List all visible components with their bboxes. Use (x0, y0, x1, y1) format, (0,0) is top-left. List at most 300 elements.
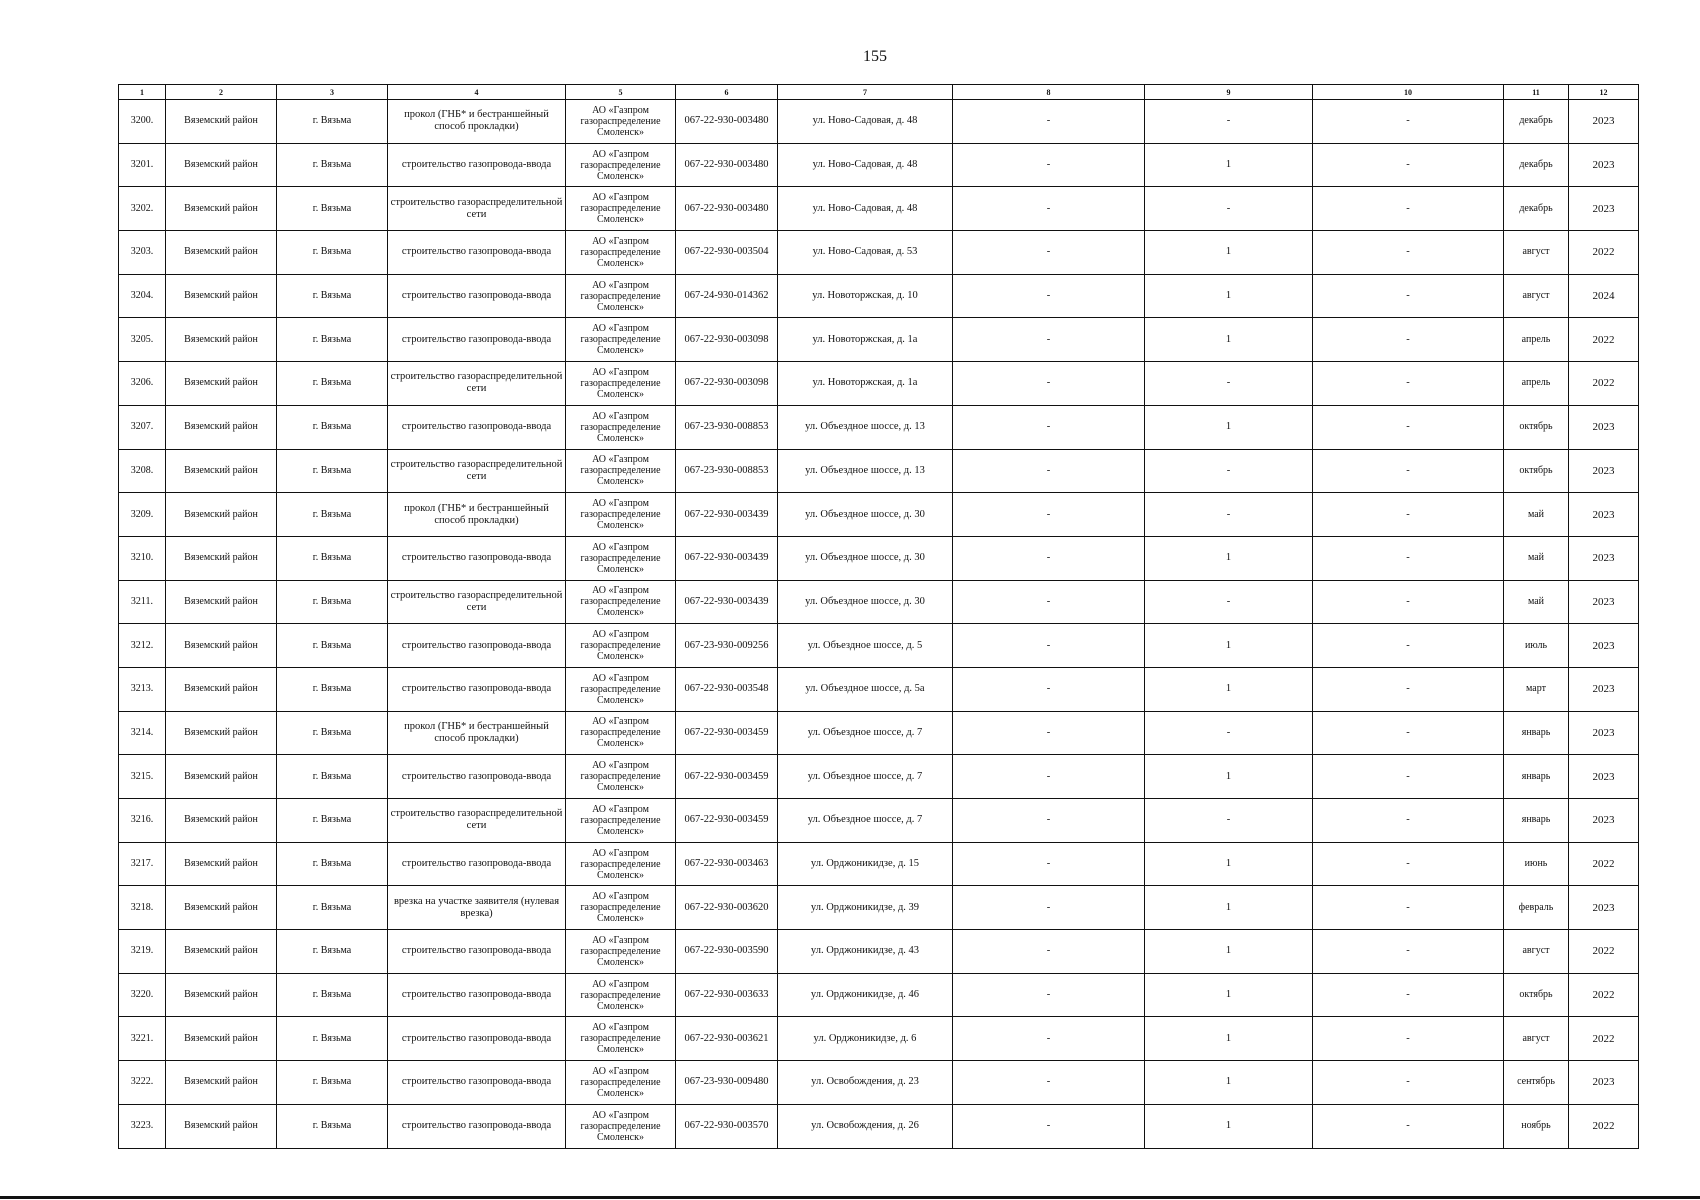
col-9-value: - (1145, 362, 1313, 406)
table-row (119, 100, 1639, 144)
col-9-value: - (1145, 711, 1313, 755)
organization: АО «Газпром газораспределение Смоленск» (566, 580, 676, 624)
address: ул. Орджоникидзе, д. 15 (778, 842, 953, 886)
year: 2023 (1569, 100, 1639, 144)
column-number-12: 12 (1569, 85, 1639, 100)
col-8-value: - (953, 274, 1145, 318)
year: 2023 (1569, 755, 1639, 799)
locality: г. Вязьма (277, 711, 388, 755)
application-number: 067-22-930-003570 (676, 1104, 778, 1148)
month: апрель (1504, 362, 1569, 406)
col-10-value: - (1313, 624, 1504, 668)
work-type: строительство газораспределительной сети (388, 449, 566, 493)
work-type: прокол (ГНБ* и бестраншейный способ прокладки) (388, 100, 566, 144)
column-number-9: 9 (1145, 85, 1313, 100)
table-row (119, 536, 1639, 580)
col-9-value: 1 (1145, 930, 1313, 974)
col-9-value: 1 (1145, 842, 1313, 886)
column-number-1: 1 (119, 85, 166, 100)
col-8-value: - (953, 187, 1145, 231)
row-number: 3205. (119, 318, 166, 362)
district: Вяземский район (166, 1017, 277, 1061)
work-type: строительство газопровода-ввода (388, 405, 566, 449)
year: 2022 (1569, 1104, 1639, 1148)
district: Вяземский район (166, 624, 277, 668)
month: август (1504, 1017, 1569, 1061)
col-10-value: - (1313, 755, 1504, 799)
row-number: 3222. (119, 1061, 166, 1105)
organization: АО «Газпром газораспределение Смоленск» (566, 624, 676, 668)
work-type: строительство газопровода-ввода (388, 318, 566, 362)
work-type: строительство газопровода-ввода (388, 624, 566, 668)
row-number: 3208. (119, 449, 166, 493)
col-9-value: - (1145, 449, 1313, 493)
col-9-value: 1 (1145, 405, 1313, 449)
application-number: 067-22-930-003590 (676, 930, 778, 974)
month: июнь (1504, 842, 1569, 886)
year: 2022 (1569, 973, 1639, 1017)
table-row (119, 580, 1639, 624)
table-row (119, 930, 1639, 974)
month: апрель (1504, 318, 1569, 362)
month: октябрь (1504, 449, 1569, 493)
col-10-value: - (1313, 799, 1504, 843)
year: 2023 (1569, 799, 1639, 843)
col-8-value: - (953, 231, 1145, 275)
address: ул. Объездное шоссе, д. 7 (778, 711, 953, 755)
col-9-value: 1 (1145, 1061, 1313, 1105)
table-row (119, 755, 1639, 799)
locality: г. Вязьма (277, 187, 388, 231)
month: июль (1504, 624, 1569, 668)
year: 2023 (1569, 580, 1639, 624)
locality: г. Вязьма (277, 100, 388, 144)
address: ул. Объездное шоссе, д. 30 (778, 580, 953, 624)
organization: АО «Газпром газораспределение Смоленск» (566, 755, 676, 799)
year: 2022 (1569, 318, 1639, 362)
table-row (119, 187, 1639, 231)
gasification-table (118, 84, 1639, 1149)
application-number: 067-22-930-003439 (676, 493, 778, 537)
col-8-value: - (953, 318, 1145, 362)
column-number-11: 11 (1504, 85, 1569, 100)
work-type: строительство газопровода-ввода (388, 667, 566, 711)
district: Вяземский район (166, 274, 277, 318)
district: Вяземский район (166, 799, 277, 843)
month: август (1504, 930, 1569, 974)
table-body (119, 100, 1639, 1149)
application-number: 067-23-930-008853 (676, 449, 778, 493)
organization: АО «Газпром газораспределение Смоленск» (566, 973, 676, 1017)
col-8-value: - (953, 799, 1145, 843)
address: ул. Объездное шоссе, д. 7 (778, 755, 953, 799)
application-number: 067-22-930-003098 (676, 318, 778, 362)
district: Вяземский район (166, 1061, 277, 1105)
row-number: 3207. (119, 405, 166, 449)
col-10-value: - (1313, 930, 1504, 974)
locality: г. Вязьма (277, 580, 388, 624)
col-10-value: - (1313, 449, 1504, 493)
col-8-value: - (953, 405, 1145, 449)
address: ул. Ново-Садовая, д. 48 (778, 187, 953, 231)
col-8-value: - (953, 1017, 1145, 1061)
address: ул. Орджоникидзе, д. 43 (778, 930, 953, 974)
locality: г. Вязьма (277, 1061, 388, 1105)
month: февраль (1504, 886, 1569, 930)
work-type: прокол (ГНБ* и бестраншейный способ прокладки) (388, 493, 566, 537)
address: ул. Объездное шоссе, д. 30 (778, 493, 953, 537)
year: 2022 (1569, 362, 1639, 406)
month: ноябрь (1504, 1104, 1569, 1148)
application-number: 067-23-930-009256 (676, 624, 778, 668)
bottom-divider (0, 1196, 1700, 1199)
work-type: строительство газораспределительной сети (388, 580, 566, 624)
work-type: строительство газораспределительной сети (388, 187, 566, 231)
district: Вяземский район (166, 973, 277, 1017)
col-10-value: - (1313, 274, 1504, 318)
year: 2022 (1569, 842, 1639, 886)
application-number: 067-22-930-003098 (676, 362, 778, 406)
table-row (119, 1061, 1639, 1105)
col-10-value: - (1313, 842, 1504, 886)
year: 2023 (1569, 143, 1639, 187)
col-10-value: - (1313, 362, 1504, 406)
organization: АО «Газпром газораспределение Смоленск» (566, 231, 676, 275)
application-number: 067-22-930-003633 (676, 973, 778, 1017)
work-type: строительство газопровода-ввода (388, 973, 566, 1017)
col-9-value: 1 (1145, 973, 1313, 1017)
col-9-value: 1 (1145, 536, 1313, 580)
col-9-value: 1 (1145, 667, 1313, 711)
month: декабрь (1504, 143, 1569, 187)
district: Вяземский район (166, 231, 277, 275)
application-number: 067-22-930-003463 (676, 842, 778, 886)
work-type: строительство газопровода-ввода (388, 143, 566, 187)
organization: АО «Газпром газораспределение Смоленск» (566, 405, 676, 449)
organization: АО «Газпром газораспределение Смоленск» (566, 1017, 676, 1061)
col-8-value: - (953, 100, 1145, 144)
work-type: строительство газораспределительной сети (388, 362, 566, 406)
col-8-value: - (953, 362, 1145, 406)
column-number-3: 3 (277, 85, 388, 100)
table-row (119, 624, 1639, 668)
table-row (119, 886, 1639, 930)
month: май (1504, 536, 1569, 580)
application-number: 067-22-930-003439 (676, 580, 778, 624)
page-number: 155 (863, 48, 887, 65)
district: Вяземский район (166, 405, 277, 449)
column-number-5: 5 (566, 85, 676, 100)
application-number: 067-22-930-003548 (676, 667, 778, 711)
application-number: 067-22-930-003480 (676, 187, 778, 231)
col-10-value: - (1313, 1017, 1504, 1061)
row-number: 3202. (119, 187, 166, 231)
table-row (119, 711, 1639, 755)
locality: г. Вязьма (277, 493, 388, 537)
row-number: 3218. (119, 886, 166, 930)
locality: г. Вязьма (277, 624, 388, 668)
month: октябрь (1504, 405, 1569, 449)
table-row (119, 1104, 1639, 1148)
district: Вяземский район (166, 711, 277, 755)
address: ул. Объездное шоссе, д. 13 (778, 449, 953, 493)
organization: АО «Газпром газораспределение Смоленск» (566, 667, 676, 711)
row-number: 3221. (119, 1017, 166, 1061)
work-type: врезка на участке заявителя (нулевая врезка) (388, 886, 566, 930)
row-number: 3210. (119, 536, 166, 580)
month: январь (1504, 755, 1569, 799)
col-8-value: - (953, 886, 1145, 930)
address: ул. Освобождения, д. 26 (778, 1104, 953, 1148)
year: 2023 (1569, 493, 1639, 537)
organization: АО «Газпром газораспределение Смоленск» (566, 536, 676, 580)
locality: г. Вязьма (277, 930, 388, 974)
col-8-value: - (953, 842, 1145, 886)
col-8-value: - (953, 667, 1145, 711)
table-row (119, 667, 1639, 711)
application-number: 067-24-930-014362 (676, 274, 778, 318)
row-number: 3211. (119, 580, 166, 624)
organization: АО «Газпром газораспределение Смоленск» (566, 711, 676, 755)
address: ул. Ново-Садовая, д. 48 (778, 100, 953, 144)
row-number: 3216. (119, 799, 166, 843)
organization: АО «Газпром газораспределение Смоленск» (566, 187, 676, 231)
address: ул. Новоторжская, д. 1а (778, 318, 953, 362)
row-number: 3206. (119, 362, 166, 406)
column-number-row (119, 85, 1639, 100)
year: 2022 (1569, 930, 1639, 974)
table-row (119, 973, 1639, 1017)
col-10-value: - (1313, 318, 1504, 362)
col-9-value: 1 (1145, 318, 1313, 362)
col-9-value: - (1145, 799, 1313, 843)
col-10-value: - (1313, 886, 1504, 930)
organization: АО «Газпром газораспределение Смоленск» (566, 318, 676, 362)
application-number: 067-23-930-008853 (676, 405, 778, 449)
locality: г. Вязьма (277, 1017, 388, 1061)
work-type: строительство газораспределительной сети (388, 799, 566, 843)
table-row (119, 231, 1639, 275)
col-10-value: - (1313, 405, 1504, 449)
table-row (119, 318, 1639, 362)
work-type: прокол (ГНБ* и бестраншейный способ прокладки) (388, 711, 566, 755)
col-9-value: 1 (1145, 886, 1313, 930)
work-type: строительство газопровода-ввода (388, 1061, 566, 1105)
table-row (119, 405, 1639, 449)
work-type: строительство газопровода-ввода (388, 930, 566, 974)
year: 2023 (1569, 886, 1639, 930)
year: 2023 (1569, 711, 1639, 755)
column-number-4: 4 (388, 85, 566, 100)
column-number-6: 6 (676, 85, 778, 100)
col-8-value: - (953, 930, 1145, 974)
column-number-7: 7 (778, 85, 953, 100)
month: декабрь (1504, 187, 1569, 231)
column-number-10: 10 (1313, 85, 1504, 100)
col-9-value: 1 (1145, 1017, 1313, 1061)
application-number: 067-22-930-003620 (676, 886, 778, 930)
application-number: 067-22-930-003459 (676, 799, 778, 843)
locality: г. Вязьма (277, 973, 388, 1017)
col-8-value: - (953, 536, 1145, 580)
col-10-value: - (1313, 667, 1504, 711)
application-number: 067-23-930-009480 (676, 1061, 778, 1105)
organization: АО «Газпром газораспределение Смоленск» (566, 930, 676, 974)
locality: г. Вязьма (277, 886, 388, 930)
col-10-value: - (1313, 580, 1504, 624)
month: август (1504, 274, 1569, 318)
row-number: 3217. (119, 842, 166, 886)
table-row (119, 274, 1639, 318)
district: Вяземский район (166, 449, 277, 493)
row-number: 3214. (119, 711, 166, 755)
row-number: 3220. (119, 973, 166, 1017)
col-8-value: - (953, 711, 1145, 755)
organization: АО «Газпром газораспределение Смоленск» (566, 449, 676, 493)
table-row (119, 143, 1639, 187)
col-8-value: - (953, 755, 1145, 799)
year: 2024 (1569, 274, 1639, 318)
work-type: строительство газопровода-ввода (388, 1104, 566, 1148)
locality: г. Вязьма (277, 318, 388, 362)
month: сентябрь (1504, 1061, 1569, 1105)
col-10-value: - (1313, 187, 1504, 231)
table-row (119, 362, 1639, 406)
address: ул. Новоторжская, д. 1а (778, 362, 953, 406)
col-8-value: - (953, 580, 1145, 624)
col-8-value: - (953, 493, 1145, 537)
month: октябрь (1504, 973, 1569, 1017)
col-10-value: - (1313, 143, 1504, 187)
address: ул. Ново-Садовая, д. 48 (778, 143, 953, 187)
row-number: 3201. (119, 143, 166, 187)
organization: АО «Газпром газораспределение Смоленск» (566, 799, 676, 843)
organization: АО «Газпром газораспределение Смоленск» (566, 1061, 676, 1105)
work-type: строительство газопровода-ввода (388, 755, 566, 799)
row-number: 3219. (119, 930, 166, 974)
col-10-value: - (1313, 493, 1504, 537)
year: 2022 (1569, 231, 1639, 275)
col-10-value: - (1313, 1104, 1504, 1148)
col-10-value: - (1313, 231, 1504, 275)
locality: г. Вязьма (277, 362, 388, 406)
column-number-2: 2 (166, 85, 277, 100)
year: 2023 (1569, 667, 1639, 711)
address: ул. Объездное шоссе, д. 5а (778, 667, 953, 711)
locality: г. Вязьма (277, 536, 388, 580)
col-8-value: - (953, 1061, 1145, 1105)
row-number: 3204. (119, 274, 166, 318)
district: Вяземский район (166, 930, 277, 974)
organization: АО «Газпром газораспределение Смоленск» (566, 143, 676, 187)
col-9-value: 1 (1145, 231, 1313, 275)
col-10-value: - (1313, 100, 1504, 144)
district: Вяземский район (166, 667, 277, 711)
year: 2023 (1569, 449, 1639, 493)
district: Вяземский район (166, 493, 277, 537)
table-row (119, 449, 1639, 493)
row-number: 3200. (119, 100, 166, 144)
month: январь (1504, 711, 1569, 755)
col-9-value: 1 (1145, 274, 1313, 318)
month: май (1504, 580, 1569, 624)
row-number: 3209. (119, 493, 166, 537)
row-number: 3215. (119, 755, 166, 799)
col-9-value: - (1145, 493, 1313, 537)
row-number: 3212. (119, 624, 166, 668)
organization: АО «Газпром газораспределение Смоленск» (566, 842, 676, 886)
locality: г. Вязьма (277, 799, 388, 843)
table-row (119, 1017, 1639, 1061)
district: Вяземский район (166, 143, 277, 187)
district: Вяземский район (166, 580, 277, 624)
row-number: 3203. (119, 231, 166, 275)
address: ул. Освобождения, д. 23 (778, 1061, 953, 1105)
address: ул. Новоторжская, д. 10 (778, 274, 953, 318)
organization: АО «Газпром газораспределение Смоленск» (566, 493, 676, 537)
locality: г. Вязьма (277, 405, 388, 449)
application-number: 067-22-930-003459 (676, 711, 778, 755)
work-type: строительство газопровода-ввода (388, 842, 566, 886)
work-type: строительство газопровода-ввода (388, 274, 566, 318)
col-8-value: - (953, 1104, 1145, 1148)
column-number-8: 8 (953, 85, 1145, 100)
address: ул. Орджоникидзе, д. 46 (778, 973, 953, 1017)
col-9-value: - (1145, 100, 1313, 144)
table-row (119, 799, 1639, 843)
year: 2023 (1569, 405, 1639, 449)
col-8-value: - (953, 449, 1145, 493)
locality: г. Вязьма (277, 1104, 388, 1148)
locality: г. Вязьма (277, 667, 388, 711)
col-9-value: 1 (1145, 624, 1313, 668)
district: Вяземский район (166, 187, 277, 231)
district: Вяземский район (166, 755, 277, 799)
month: март (1504, 667, 1569, 711)
district: Вяземский район (166, 1104, 277, 1148)
application-number: 067-22-930-003480 (676, 143, 778, 187)
locality: г. Вязьма (277, 449, 388, 493)
work-type: строительство газопровода-ввода (388, 231, 566, 275)
col-10-value: - (1313, 536, 1504, 580)
year: 2022 (1569, 1017, 1639, 1061)
address: ул. Объездное шоссе, д. 7 (778, 799, 953, 843)
locality: г. Вязьма (277, 231, 388, 275)
district: Вяземский район (166, 362, 277, 406)
col-9-value: 1 (1145, 1104, 1313, 1148)
address: ул. Объездное шоссе, д. 13 (778, 405, 953, 449)
address: ул. Орджоникидзе, д. 39 (778, 886, 953, 930)
col-8-value: - (953, 624, 1145, 668)
district: Вяземский район (166, 842, 277, 886)
work-type: строительство газопровода-ввода (388, 1017, 566, 1061)
month: май (1504, 493, 1569, 537)
organization: АО «Газпром газораспределение Смоленск» (566, 1104, 676, 1148)
organization: АО «Газпром газораспределение Смоленск» (566, 274, 676, 318)
application-number: 067-22-930-003480 (676, 100, 778, 144)
locality: г. Вязьма (277, 274, 388, 318)
row-number: 3213. (119, 667, 166, 711)
locality: г. Вязьма (277, 143, 388, 187)
col-10-value: - (1313, 973, 1504, 1017)
locality: г. Вязьма (277, 755, 388, 799)
col-9-value: - (1145, 187, 1313, 231)
application-number: 067-22-930-003504 (676, 231, 778, 275)
month: декабрь (1504, 100, 1569, 144)
address: ул. Орджоникидзе, д. 6 (778, 1017, 953, 1061)
locality: г. Вязьма (277, 842, 388, 886)
table-row (119, 842, 1639, 886)
